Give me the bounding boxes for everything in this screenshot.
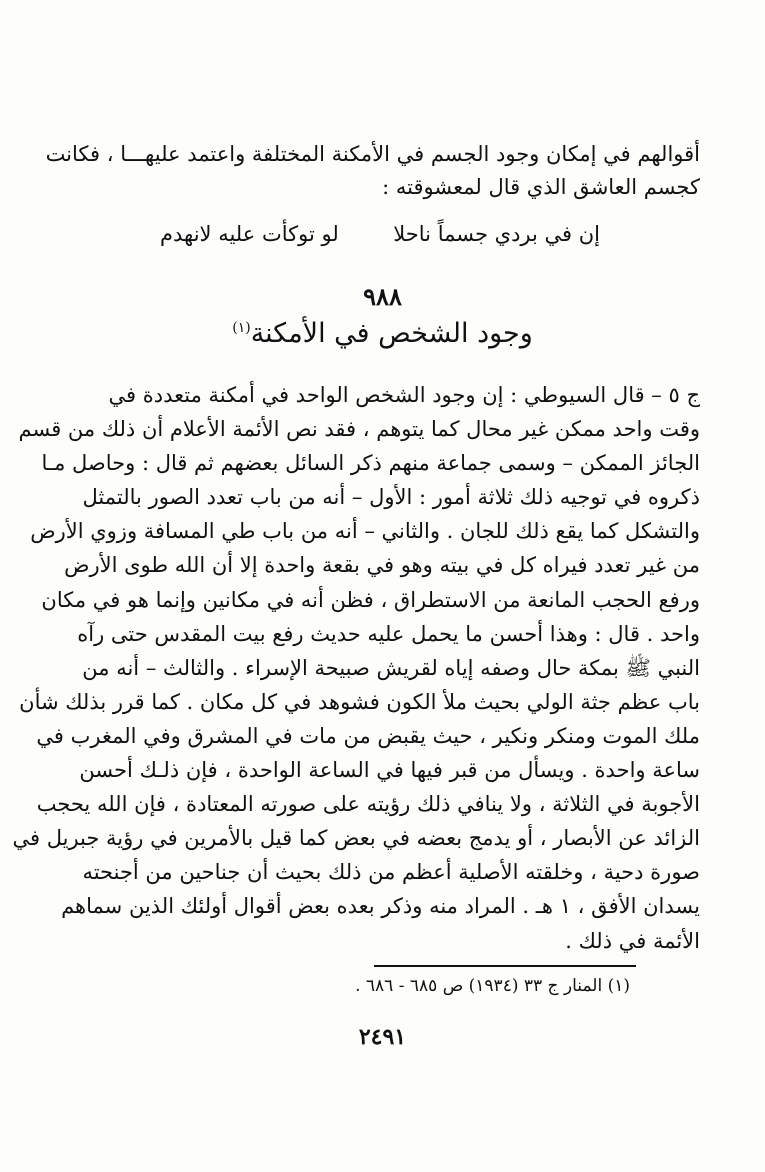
body-line: الأئمة في ذلك .: [565, 928, 700, 953]
body-line: والتشكل كما يقع ذلك للجان . والثاني – أنه من باب طي المسافة وزوي الأرض: [30, 519, 700, 544]
page-number: ٢٤٩١: [358, 1024, 407, 1050]
body-line: صورة دحية ، وخلقته الأصلية أعظم من ذلك بحيث أن جناحين من أجنحته: [82, 860, 700, 885]
body-line: ذكروه في توجيه ذلك ثلاثة أمور : الأول – أنه من باب تعدد الصور بالتمثل: [82, 485, 700, 510]
poem-hemistich-first: إن في بردي جسماً ناحلا: [393, 222, 600, 246]
body-line: باب عظم جثة الولي بحيث ملأ الكون فشوهد في كل مكان . كما قرر بذلك شأن: [19, 689, 700, 714]
body-line: الأجوبة في الثلاثة ، ولا ينافي ذلك رؤيته على صورته المعتادة ، فإن الله يحجب: [36, 792, 700, 817]
body-line: الزائد عن الأبصار ، أو يدمج بعضه في بعض كما قيل بالأمرين في رؤية جبريل في: [12, 826, 700, 851]
body-line: النبي ﷺ بمكة حال وصفه إياه لقريش صبيحة الإسراء . والثالث – أنه من: [82, 655, 700, 680]
intro-line: أقوالهم في إمكان وجود الجسم في الأمكنة المختلفة واعتمد عليهـــا ، فكانت: [45, 142, 700, 166]
entry-number: ٩٨٨: [363, 282, 402, 311]
body-line: ساعة واحدة . ويسأل من قبر فيها في الساعة الواحدة ، فإن ذلـك أحسن: [79, 758, 700, 783]
body-line: وقت واحد ممكن غير محال كما يتوهم ، فقد نص الأئمة الأعلام أن ذلك من قسم: [18, 417, 700, 442]
footnote: (١) المنار ج ٣٣ (١٩٣٤) ص ٦٨٥ - ٦٨٦ .: [355, 976, 630, 996]
footnote-divider: [374, 965, 636, 967]
section-title-text: وجود الشخص في الأمكنة: [250, 318, 533, 349]
body-line: ج ٥ – قال السيوطي : إن وجود الشخص الواحد في أمكنة متعددة في: [108, 383, 700, 407]
body-line: يسدان الأفق ، ١ هـ . المراد منه وذكر بعده بعض أقوال أولئك الذين سماهم: [61, 894, 700, 919]
section-title: [0, 318, 765, 349]
poem-hemistich-second: لو توكأت عليه لانهدم: [160, 222, 339, 246]
poem-verse: [160, 222, 600, 258]
intro-paragraph: [45, 138, 700, 204]
body-line: واحد . قال : وهذا أحسن ما يحمل عليه حديث رفع بيت المقدس حتى رآه: [77, 621, 700, 646]
body-paragraph: [12, 378, 700, 958]
body-line: الجائز الممكن – وسمى جماعة منهم ذكر السائل بعضهم ثم قال : وحاصل مـا: [41, 451, 700, 476]
footnote-marker: (١): [232, 320, 251, 336]
body-line: ملك الموت ومنكر ونكير ، حيث يقبض من مات في المشرق وفي المغرب في: [36, 723, 700, 748]
intro-line: كجسم العاشق الذي قال لمعشوقته :: [382, 175, 700, 199]
body-line: من غير تعدد فيراه كل في بيته وهو في بقعة واحدة إلا أن الله طوى الأرض: [64, 553, 700, 578]
body-line: ورفع الحجب المانعة من الاستطراق ، فظن أنه في مكانين وإنما هو في مكان: [41, 587, 700, 612]
